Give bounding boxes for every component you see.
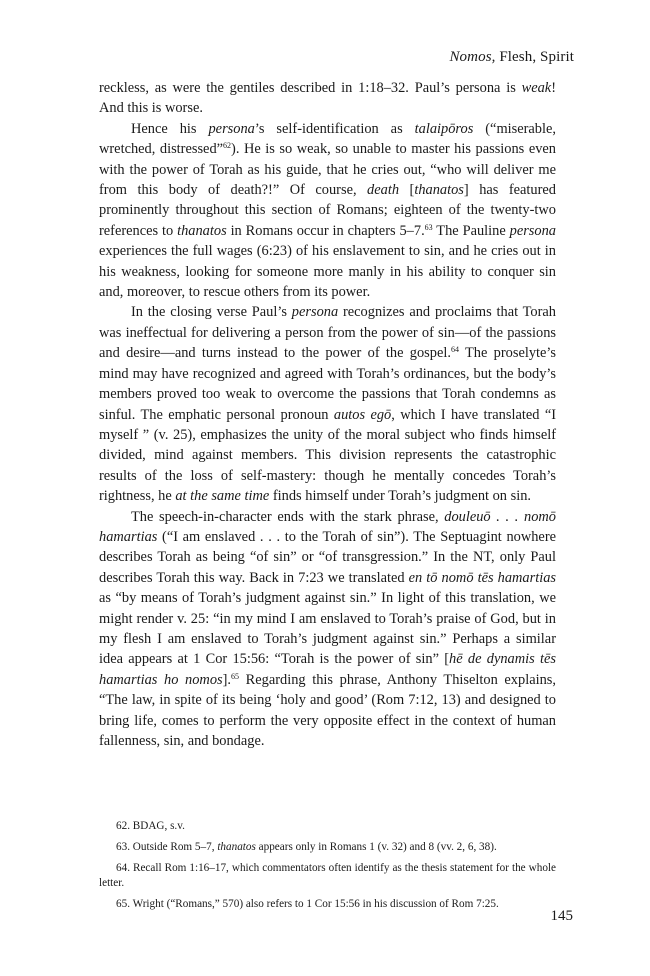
footnote-ref[interactable]: 65: [231, 671, 240, 681]
text-run: as “by means of Torah’s judgment against sin.” In light of this translation, we might render v. 25: “in my mind I am enslaved to Torah’s praise of God, but in my flesh I am enslaved to Torah’s judgment against sin.” Perhaps a similar idea appears at 1 Cor 15:56: “Torah is the power of sin” [: [99, 590, 556, 668]
text-run: ].: [222, 671, 232, 688]
footnote-ref[interactable]: 63: [424, 222, 433, 232]
text-run: (“miserable, wretched, distressed”: [99, 120, 556, 158]
italic-text: at the same time: [175, 488, 270, 505]
text-run: recognizes and proclaims that Torah was ineffectual for delivering a person from the power of sin—of the passions and desire—and turns instead to the power of the gospel.: [99, 304, 557, 362]
text-run: 63. Outside Rom 5–7,: [116, 841, 218, 853]
italic-text: talaipōros: [414, 120, 474, 137]
italic-text: thanatos: [217, 841, 256, 853]
footnotes: [99, 819, 556, 918]
italic-text: hē de dynamis tēs hamartias ho nomos: [99, 651, 556, 688]
italic-text: en tō nomō tēs hamartias: [408, 569, 556, 586]
text-run: [: [399, 182, 415, 199]
footnote: [99, 840, 556, 855]
italic-text: death: [367, 182, 400, 199]
text-run: , which I have translated “I myself ” (v. 25), emphasizes the unity of the moral subject who finds himself divided, mind against members. This division represents the catastrophic results of the loss of self-mastery: though he mentally concedes Torah’s rightness, he: [99, 406, 556, 505]
paragraph: [99, 507, 556, 752]
body-text: [99, 78, 556, 751]
text-run: reckless, as were the gentiles described in 1:18–32. Paul’s persona is: [99, 80, 522, 96]
running-head: [449, 49, 574, 66]
page-number: 145: [550, 908, 573, 924]
running-head-title: Flesh, Spirit: [499, 49, 574, 65]
paragraph: [99, 302, 556, 506]
text-run: finds himself under Torah’s judgment on sin.: [269, 488, 531, 505]
text-run: ] has featured prominently throughout this section of Romans; eighteen of the twenty-two references to: [99, 182, 556, 239]
text-run: 64. Recall Rom 1:16–17, which commentators often identify as the thesis statement for the whole letter.: [99, 862, 556, 889]
text-run: 65. Wright (“Romans,” 570) also refers to 1 Cor 15:56 in his discussion of Rom 7:25.: [116, 898, 499, 910]
text-run: ’s self-identification as: [254, 120, 415, 137]
text-run: In the closing verse Paul’s: [131, 304, 292, 321]
paragraph: [99, 78, 556, 119]
text-run: Regarding this phrase, Anthony Thiselton explains, “The law, in spite of its being ‘holy and good’ (Rom 7:12, 13) and designed to bring life, comes to perform the very opposite effect in the context of human fallenness, sin, and bondage.: [99, 671, 556, 749]
text-run: 62. BDAG, s.v.: [116, 820, 185, 832]
text-run: The Pauline: [432, 222, 510, 239]
text-run: ! And this is worse.: [99, 80, 556, 117]
footnote: [99, 819, 556, 834]
text-run: The speech-in-character ends with the stark phrase,: [131, 508, 445, 525]
italic-text: persona: [509, 222, 556, 239]
italic-text: thanatos: [177, 222, 227, 239]
footnote: [99, 861, 556, 891]
italic-text: thanatos: [414, 182, 464, 199]
paragraph: [99, 119, 556, 303]
text-run: appears only in Romans 1 (v. 32) and 8 (vv. 2, 6, 38).: [255, 841, 497, 853]
text-run: in Romans occur in chapters 5–7.: [226, 222, 425, 239]
text-run: ). He is so weak, so unable to master his passions even with the power of Torah as his guide, that he cries out, “who will deliver me from this body of death?!” Of course,: [99, 141, 556, 199]
italic-text: weak: [521, 80, 552, 96]
footnote-ref[interactable]: 62: [223, 141, 232, 151]
text-run: experiences the full wages (6:23) of his enslavement to sin, and he cries out in his weakness, looking for someone more manly in his ability to conquer sin and, moreover, to rescue others from its power.: [99, 243, 556, 301]
italic-text: douleuō . . . nomō hamartias: [99, 508, 557, 545]
italic-text: persona: [208, 120, 255, 137]
text-run: (“I am enslaved . . . to the Torah of sin”). The Septuagint nowhere describes Torah as being “of sin” or “of transgression.” In the NT, only Paul describes Torah this way. Back in 7:23 we translated: [99, 528, 556, 586]
italic-text: autos egō: [333, 406, 392, 423]
footnote: [99, 897, 556, 912]
footnote-ref[interactable]: 64: [450, 345, 459, 355]
text-run: Hence his: [131, 120, 209, 137]
italic-text: persona: [291, 304, 339, 321]
text-run: The proselyte’s mind may have recognized and agreed with Torah’s ordinances, but the body’s members proved too weak to overcome the passions that Torah condemns as sinful. The emphatic personal pronoun: [99, 345, 557, 423]
running-head-italic: Nomos,: [449, 49, 496, 65]
